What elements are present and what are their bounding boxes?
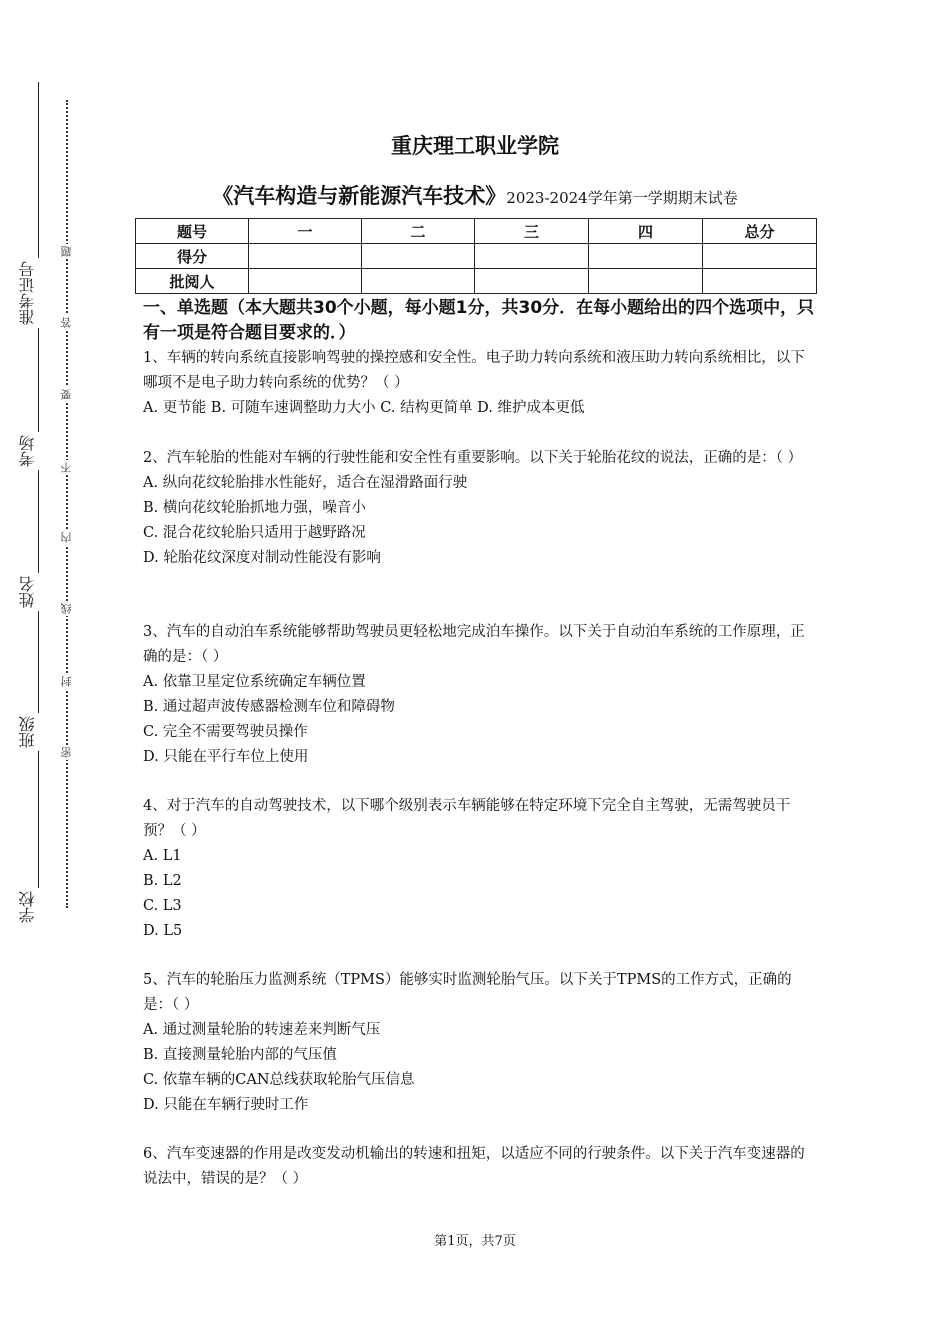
section-one-title: 一、单选题（本大题共30个小题，每小题1分，共30分．在每小题给出的四个选项中，只有一项是符合题目要求的．）	[143, 298, 815, 343]
school-title: 重庆理工职业学院	[391, 134, 559, 158]
score-cell	[249, 244, 362, 269]
question-stem: 3、汽车的自动泊车系统能够帮助驾驶员更轻松地完成泊车操作。以下关于自动泊车系统的工作原理，正确的是：（ ）	[143, 624, 805, 665]
option-d: D. 只能在车辆行驶时工作	[143, 1097, 309, 1113]
score-table	[135, 218, 817, 294]
score-cell	[475, 244, 589, 269]
option-d: D. 轮胎花纹深度对制动性能没有影响	[143, 550, 381, 566]
question-3	[143, 620, 817, 770]
seal-word: 不	[60, 462, 73, 473]
score-cell	[589, 244, 703, 269]
score-row-label: 得分	[136, 244, 249, 269]
option-b: B. 直接测量轮胎内部的气压值	[143, 1047, 337, 1063]
gutter-label-exam-room: 考场	[16, 432, 40, 470]
option-c: C. 混合花纹轮胎只适用于越野路况	[143, 525, 366, 541]
gutter-label-school: 学校	[16, 888, 40, 926]
option-c: C. 依靠车辆的CAN总线获取轮胎气压信息	[143, 1072, 415, 1088]
question-1	[143, 346, 817, 421]
gutter-seal-line	[66, 100, 68, 908]
binding-gutter	[0, 0, 110, 1344]
reviewer-row	[136, 269, 817, 294]
seal-word: 封	[60, 676, 73, 687]
score-cell	[362, 269, 475, 294]
question-stem: 1、车辆的转向系统直接影响驾驶的操控感和安全性。电子助力转向系统和液压助力转向系统相比，以下哪项不是电子助力转向系统的优势？（ ）	[143, 350, 805, 391]
score-cell	[475, 269, 589, 294]
question-2	[143, 446, 817, 571]
score-cell	[589, 269, 703, 294]
course-name: 《汽车构造与新能源汽车技术》	[212, 184, 507, 208]
gutter-solid-line	[38, 82, 39, 922]
question-stem: 6、汽车变速器的作用是改变发动机输出的转速和扭矩，以适应不同的行驶条件。以下关于汽车变速器的说法中，错误的是？（ ）	[143, 1146, 805, 1187]
score-col-header: 一	[249, 219, 362, 244]
option-d: D. 只能在平行车位上使用	[143, 749, 309, 765]
option-d: D. L5	[143, 923, 183, 939]
seal-word: 线	[60, 603, 73, 614]
score-col-header: 题号	[136, 219, 249, 244]
question-stem: 4、对于汽车的自动驾驶技术，以下哪个级别表示车辆能够在特定环境下完全自主驾驶，无需驾驶员干预？（ ）	[143, 798, 791, 839]
option-a: A. 依靠卫星定位系统确定车辆位置	[143, 674, 366, 690]
option-a: A. 纵向花纹轮胎排水性能好，适合在湿滑路面行驶	[143, 475, 468, 491]
question-options: A. 更节能 B. 可随车速调整助力大小 C. 结构更简单 D. 维护成本更低	[143, 400, 585, 416]
page-number: 第1页，共7页	[434, 1234, 516, 1249]
option-b: B. 横向花纹轮胎抓地力强，噪音小	[143, 500, 366, 516]
question-stem: 2、汽车轮胎的性能对车辆的行驶性能和安全性有重要影响。以下关于轮胎花纹的说法，正确的是：（ ）	[143, 450, 803, 466]
gutter-label-exam-number: 准考证号	[16, 258, 40, 328]
option-a: A. L1	[143, 848, 182, 864]
option-c: C. 完全不需要驾驶员操作	[143, 724, 308, 740]
option-b: B. L2	[143, 873, 182, 889]
option-c: C. L3	[143, 898, 182, 914]
seal-word: 答	[60, 317, 73, 328]
exam-term: 2023-2024学年第一学期期末试卷	[506, 189, 738, 207]
score-col-header: 四	[589, 219, 703, 244]
score-col-header: 三	[475, 219, 589, 244]
question-4	[143, 794, 817, 944]
score-col-header: 总分	[703, 219, 817, 244]
gutter-label-class: 班级	[16, 713, 40, 751]
score-table-header	[136, 219, 817, 244]
seal-word: 内	[60, 532, 73, 543]
score-col-header: 二	[362, 219, 475, 244]
option-a: A. 通过测量轮胎的转速差来判断气压	[143, 1022, 381, 1038]
seal-word: 题	[60, 246, 73, 257]
score-cell	[703, 269, 817, 294]
score-cell	[362, 244, 475, 269]
course-title-line	[135, 180, 815, 210]
seal-word: 密	[60, 747, 73, 758]
score-cell	[249, 269, 362, 294]
gutter-label-name: 姓名	[16, 573, 40, 611]
question-stem: 5、汽车的轮胎压力监测系统（TPMS）能够实时监测轮胎气压。以下关于TPMS的工作方式，正确的是：（ ）	[143, 972, 792, 1013]
score-row	[136, 244, 817, 269]
question-6	[143, 1142, 817, 1192]
score-cell	[703, 244, 817, 269]
score-row-label: 批阅人	[136, 269, 249, 294]
question-5	[143, 968, 817, 1118]
seal-word: 要	[60, 389, 73, 400]
option-b: B. 通过超声波传感器检测车位和障碍物	[143, 699, 395, 715]
